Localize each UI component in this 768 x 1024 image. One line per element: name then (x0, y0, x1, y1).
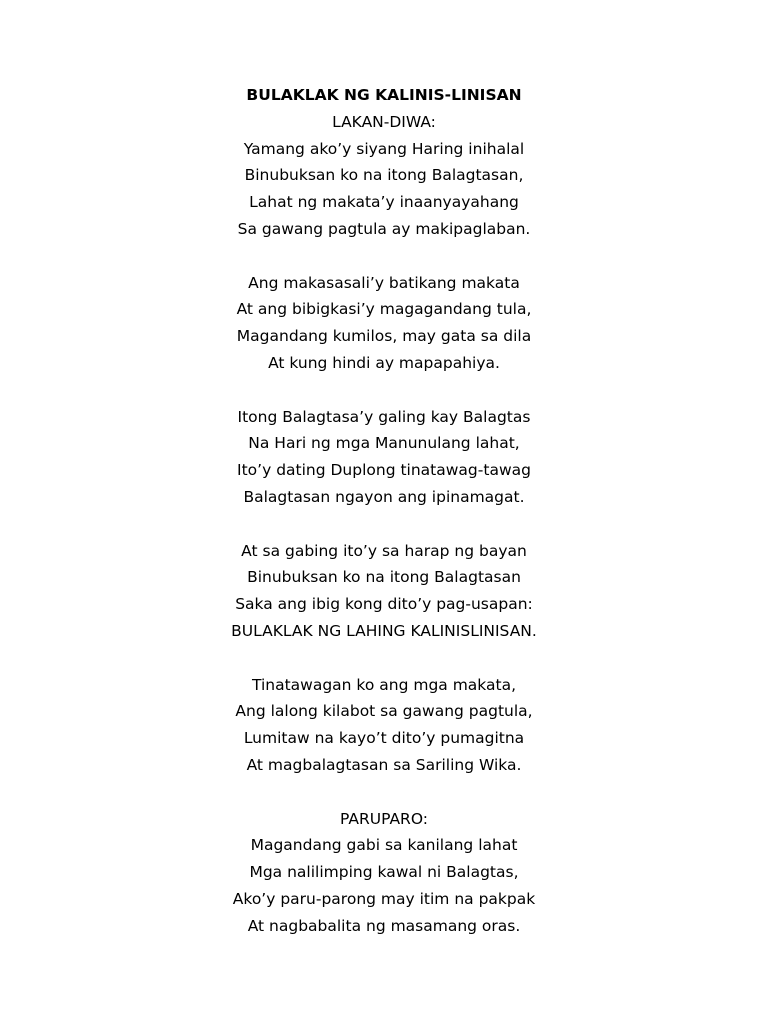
speaker-label-lakan-diwa: LAKAN-DIWA: (332, 112, 436, 131)
stanza-lakan-diwa-3 (0, 404, 768, 511)
poem-line: Tinatawagan ko ang mga makata, (251, 675, 517, 694)
speaker-label-paruparo: PARUPARO: (340, 809, 428, 828)
poem-line: At nagbabalita ng masamang oras. (247, 916, 521, 935)
stanza-lakan-diwa-1 (0, 109, 768, 243)
poem-line: Magandang kumilos, may gata sa dila (236, 327, 532, 346)
poem-line: BULAKLAK NG LAHING KALINISLINISAN. (231, 621, 537, 640)
stanza-lakan-diwa-4 (0, 538, 768, 645)
poem-line: Ang makasasali’y batikang makata (248, 273, 520, 292)
poem-line: Lahat ng makata’y inaanyayahang (249, 193, 519, 212)
poem-title: BULAKLAK NG KALINIS-LINISAN (246, 86, 522, 104)
stanza-paruparo-1 (0, 806, 768, 940)
poem-line: At ang bibigkasi’y magagandang tula, (236, 300, 532, 319)
stanza-gap (0, 779, 768, 806)
poem-line: Lumitaw na kayo’t dito’y pumagitna (243, 729, 525, 748)
document-page (0, 82, 768, 940)
poem-line: Itong Balagtasa’y galing kay Balagtas (237, 407, 531, 426)
stanza-gap (0, 377, 768, 404)
stanza-lakan-diwa-5 (0, 672, 768, 779)
poem-line: Sa gawang pagtula ay makipaglaban. (237, 219, 531, 238)
stanza-gap (0, 511, 768, 538)
stanza-gap (0, 243, 768, 270)
poem-line: Saka ang ibig kong dito’y pag-usapan: (235, 595, 533, 614)
poem-line: Mga nalilimping kawal ni Balagtas, (249, 863, 519, 882)
stanza-gap (0, 645, 768, 672)
poem-line: Yamang ako’y siyang Haring inihalal (243, 139, 525, 158)
poem-line: Binubuksan ko na itong Balagtasan, (244, 166, 524, 185)
poem-line: Na Hari ng mga Manunulang lahat, (248, 434, 520, 453)
poem-line: Balagtasan ngayon ang ipinamagat. (243, 487, 525, 506)
poem-line: Ito’y dating Duplong tinatawag-tawag (237, 461, 531, 480)
stanza-lakan-diwa-2 (0, 270, 768, 377)
poem-line: At magbalagtasan sa Sariling Wika. (246, 755, 522, 774)
poem-line: Magandang gabi sa kanilang lahat (250, 836, 518, 855)
poem-line: Binubuksan ko na itong Balagtasan (247, 568, 521, 587)
poem-line: At sa gabing ito’y sa harap ng bayan (241, 541, 527, 560)
poem-line: At kung hindi ay mapapahiya. (268, 353, 500, 372)
poem-line: Ang lalong kilabot sa gawang pagtula, (235, 702, 533, 721)
poem-line: Ako’y paru-parong may itim na pakpak (232, 889, 536, 908)
